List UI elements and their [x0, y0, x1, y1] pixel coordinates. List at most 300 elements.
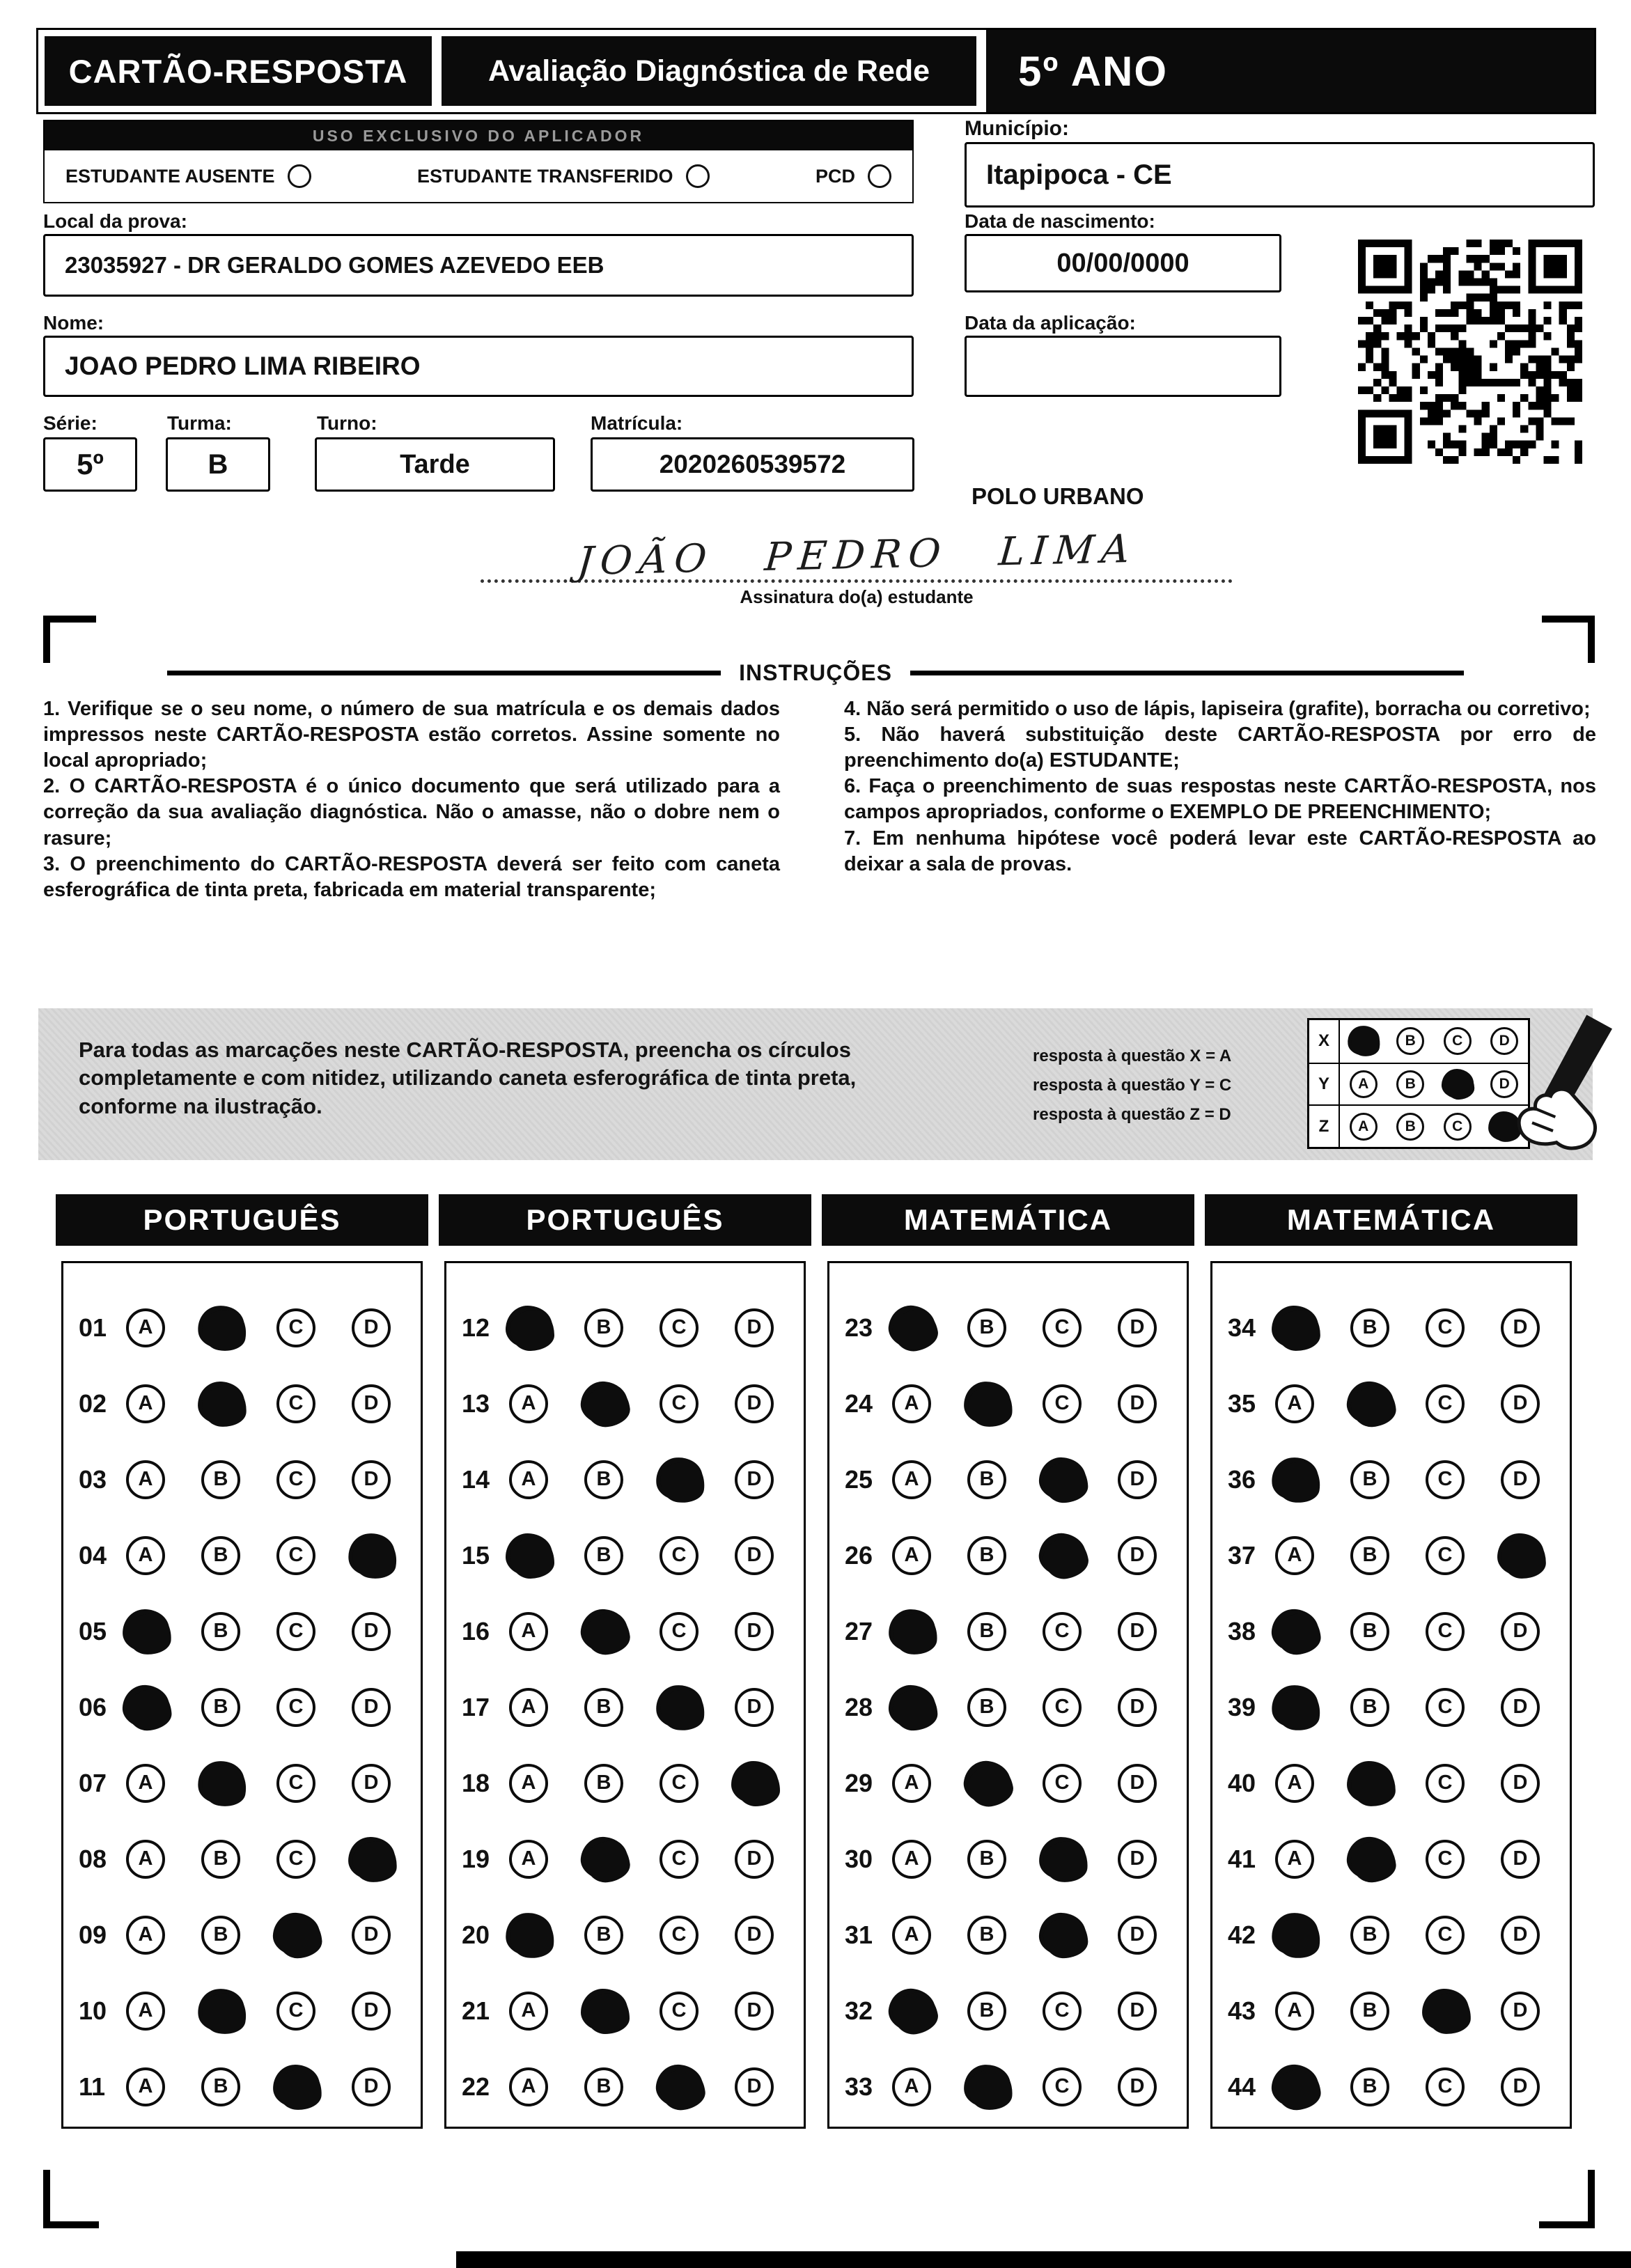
- example-bubble: C: [1444, 1113, 1472, 1141]
- example-row-label: Y: [1309, 1064, 1340, 1105]
- question-options: [126, 1384, 391, 1423]
- question-row: [845, 1745, 1187, 1821]
- example-cell: [1340, 1027, 1387, 1055]
- question-row: [79, 1745, 421, 1821]
- marked-bubble: [584, 1612, 623, 1651]
- bracket-top-left-icon: [43, 616, 96, 663]
- question-row: [462, 1441, 804, 1517]
- marked-bubble: [892, 1992, 931, 2031]
- answer-bubble: B: [201, 1536, 240, 1575]
- answer-bubble: C: [1426, 1308, 1465, 1347]
- answer-bubble: D: [1501, 1840, 1540, 1879]
- answer-bubble: D: [1501, 1916, 1540, 1955]
- instructions-title: INSTRUÇÕES: [739, 660, 892, 685]
- example-filled-bubble: [1350, 1027, 1378, 1055]
- question-number: 34: [1228, 1313, 1256, 1342]
- question-row: [1228, 1290, 1570, 1366]
- example-bubble: D: [1490, 1070, 1518, 1098]
- question-number: 17: [462, 1692, 490, 1721]
- answer-bubble: A: [126, 1384, 165, 1423]
- divider-line: [167, 671, 721, 675]
- question-row: [79, 1290, 421, 1366]
- nascimento-label: Data de nascimento:: [965, 210, 1155, 232]
- question-options: [126, 1916, 391, 1955]
- question-options: [892, 1384, 1157, 1423]
- instruction-item: 7. Em nenhuma hipótese você poderá levar este CARTÃO-RESPOSTA ao deixar a sala de provas.: [844, 827, 1596, 875]
- question-row: [1228, 1669, 1570, 1745]
- answer-block: [1205, 1194, 1577, 2129]
- marked-bubble: [1501, 1536, 1540, 1575]
- applicator-box: [43, 120, 914, 203]
- question-options: [892, 1916, 1157, 1955]
- answer-bubble: C: [660, 1384, 699, 1423]
- answer-bubble: A: [892, 2067, 931, 2106]
- example-bubble: B: [1396, 1113, 1424, 1141]
- card-title: CARTÃO-RESPOSTA: [45, 36, 432, 106]
- question-row: [845, 1821, 1187, 1897]
- answer-bubble: C: [660, 1612, 699, 1651]
- marked-bubble: [584, 1992, 623, 2031]
- marked-bubble: [660, 2067, 699, 2106]
- marked-bubble: [201, 1384, 240, 1423]
- question-number: 05: [79, 1616, 107, 1645]
- answer-block-body: [444, 1261, 806, 2129]
- marked-bubble: [1426, 1992, 1465, 2031]
- answer-bubble: C: [1426, 1840, 1465, 1879]
- answer-bubble: D: [735, 1308, 774, 1347]
- signature-handwriting: JOÃO PEDRO LIMA: [575, 526, 1139, 585]
- answer-bubble: D: [352, 1460, 391, 1499]
- turma-label: Turma:: [167, 412, 232, 434]
- exam-title: Avaliação Diagnóstica de Rede: [442, 36, 976, 106]
- answer-block: [822, 1194, 1194, 2129]
- marked-bubble: [660, 1688, 699, 1727]
- question-row: [79, 1441, 421, 1517]
- question-row: [79, 1669, 421, 1745]
- answer-bubble: D: [1118, 1916, 1157, 1955]
- answer-bubble: C: [1043, 1308, 1082, 1347]
- question-number: 20: [462, 1920, 490, 1949]
- marked-bubble: [1275, 1612, 1314, 1651]
- question-options: [892, 1308, 1157, 1347]
- answer-bubble: B: [967, 1612, 1006, 1651]
- answer-block-body: [827, 1261, 1189, 2129]
- marked-bubble: [509, 1536, 548, 1575]
- question-number: 22: [462, 2072, 490, 2101]
- question-number: 24: [845, 1389, 873, 1418]
- answer-bubble: D: [1501, 1460, 1540, 1499]
- example-row-label: X: [1309, 1020, 1340, 1063]
- question-row: [1228, 2049, 1570, 2125]
- marked-bubble: [201, 1992, 240, 2031]
- question-row: [462, 1973, 804, 2049]
- matricula-value-field: 2020260539572: [591, 437, 914, 492]
- question-options: [892, 1992, 1157, 2031]
- answer-bubble: C: [1426, 1460, 1465, 1499]
- answer-bubble: B: [584, 1308, 623, 1347]
- answer-bubble: D: [735, 1840, 774, 1879]
- example-cell: [1387, 1070, 1435, 1098]
- answer-bubble: C: [276, 1992, 315, 2031]
- question-row: [1228, 1821, 1570, 1897]
- question-options: [1275, 1460, 1540, 1499]
- question-number: 21: [462, 1996, 490, 2025]
- answer-bubble: A: [509, 1764, 548, 1803]
- question-number: 35: [1228, 1389, 1256, 1418]
- example-panel: [38, 1008, 1593, 1160]
- answer-bubble: B: [584, 1916, 623, 1955]
- answer-bubble: A: [126, 1764, 165, 1803]
- question-row: [1228, 1593, 1570, 1669]
- marked-bubble: [1043, 1840, 1082, 1879]
- marked-bubble: [1350, 1384, 1389, 1423]
- answer-bubble: C: [1043, 1384, 1082, 1423]
- question-options: [509, 1460, 774, 1499]
- answer-bubble: A: [892, 1460, 931, 1499]
- answer-bubble: B: [967, 1916, 1006, 1955]
- answer-bubble: D: [352, 1612, 391, 1651]
- question-number: 07: [79, 1768, 107, 1797]
- question-options: [1275, 1612, 1540, 1651]
- answer-bubble: B: [201, 1916, 240, 1955]
- answer-bubble: B: [201, 2067, 240, 2106]
- answer-block: [439, 1194, 811, 2129]
- answer-bubble: D: [1118, 1460, 1157, 1499]
- answer-section: [56, 1194, 1578, 2129]
- nome-label: Nome:: [43, 312, 104, 334]
- question-row: [1228, 1441, 1570, 1517]
- answer-bubble: D: [1118, 1612, 1157, 1651]
- example-cell: [1387, 1027, 1435, 1055]
- example-bubble: B: [1396, 1027, 1424, 1055]
- instruction-item: 4. Não será permitido o uso de lápis, lapiseira (grafite), borracha ou corretivo;: [844, 698, 1591, 720]
- example-cell: [1340, 1113, 1387, 1141]
- question-options: [509, 1916, 774, 1955]
- answer-bubble: A: [1275, 1840, 1314, 1879]
- answer-bubble: D: [1118, 1992, 1157, 2031]
- answer-bubble: C: [1043, 1688, 1082, 1727]
- instructions-left: [43, 696, 780, 903]
- answer-bubble: A: [126, 1840, 165, 1879]
- answer-bubble: B: [584, 1460, 623, 1499]
- signature-caption: Assinatura do(a) estudante: [740, 586, 974, 607]
- answer-bubble: C: [1426, 1764, 1465, 1803]
- answer-bubble: A: [509, 2067, 548, 2106]
- answer-bubble: A: [892, 1764, 931, 1803]
- marked-bubble: [126, 1688, 165, 1727]
- answer-bubble: D: [1501, 1764, 1540, 1803]
- question-options: [509, 1384, 774, 1423]
- answer-bubble: B: [1350, 2067, 1389, 2106]
- answer-bubble: C: [276, 1536, 315, 1575]
- question-row: [462, 1593, 804, 1669]
- question-options: [1275, 1384, 1540, 1423]
- answer-bubble: D: [1118, 1308, 1157, 1347]
- matricula-label: Matrícula:: [591, 412, 683, 434]
- answer-bubble: B: [1350, 1612, 1389, 1651]
- answer-bubble: D: [735, 1460, 774, 1499]
- example-cell: [1387, 1113, 1435, 1141]
- answer-bubble: D: [352, 1764, 391, 1803]
- applicator-option: [816, 164, 891, 188]
- municipio-value-field: Itapipoca - CE: [965, 142, 1595, 208]
- polo-label: POLO URBANO: [971, 483, 1144, 509]
- answer-bubble: D: [352, 1916, 391, 1955]
- marked-bubble: [126, 1612, 165, 1651]
- marked-bubble: [276, 2067, 315, 2106]
- question-number: 10: [79, 1996, 107, 2025]
- question-number: 11: [79, 2072, 106, 2101]
- question-row: [845, 1897, 1187, 1973]
- answer-bubble: D: [1501, 1992, 1540, 2031]
- signature-line: [481, 526, 1233, 583]
- question-number: 41: [1228, 1844, 1256, 1873]
- question-options: [126, 1688, 391, 1727]
- question-options: [892, 1612, 1157, 1651]
- answer-bubble: B: [584, 1688, 623, 1727]
- divider-line: [910, 671, 1464, 675]
- question-row: [845, 1441, 1187, 1517]
- answer-bubble: A: [892, 1840, 931, 1879]
- answer-bubble: C: [660, 1992, 699, 2031]
- answer-block-title: MATEMÁTICA: [1205, 1194, 1577, 1246]
- applicator-option-label: ESTUDANTE TRANSFERIDO: [417, 165, 673, 187]
- applicator-option: [417, 164, 710, 188]
- question-number: 15: [462, 1540, 490, 1570]
- answer-bubble: D: [352, 2067, 391, 2106]
- answer-bubble: D: [1501, 1308, 1540, 1347]
- marked-bubble: [967, 1764, 1006, 1803]
- question-row: [462, 1517, 804, 1593]
- answer-bubble: C: [1426, 1612, 1465, 1651]
- question-number: 14: [462, 1464, 490, 1494]
- question-number: 27: [845, 1616, 873, 1645]
- answer-block-body: [61, 1261, 423, 2129]
- question-row: [79, 1973, 421, 2049]
- answer-bubble: C: [1043, 2067, 1082, 2106]
- marked-bubble: [967, 2067, 1006, 2106]
- question-options: [892, 1460, 1157, 1499]
- question-options: [126, 1536, 391, 1575]
- marked-bubble: [352, 1840, 391, 1879]
- answer-bubble: B: [967, 1688, 1006, 1727]
- answer-bubble: A: [509, 1688, 548, 1727]
- question-options: [892, 1688, 1157, 1727]
- answer-block-title: PORTUGUÊS: [439, 1194, 811, 1246]
- answer-bubble: C: [1043, 1612, 1082, 1651]
- example-legend: [1033, 1042, 1231, 1129]
- marked-bubble: [1043, 1460, 1082, 1499]
- answer-bubble: A: [509, 1384, 548, 1423]
- question-options: [1275, 1536, 1540, 1575]
- question-row: [845, 1973, 1187, 2049]
- question-number: 32: [845, 1996, 873, 2025]
- answer-bubble: B: [201, 1688, 240, 1727]
- question-number: 19: [462, 1844, 490, 1873]
- answer-bubble: B: [967, 1840, 1006, 1879]
- question-row: [845, 1593, 1187, 1669]
- question-number: 23: [845, 1313, 873, 1342]
- example-cell: [1340, 1070, 1387, 1098]
- question-row: [462, 2049, 804, 2125]
- answer-bubble: C: [660, 1840, 699, 1879]
- answer-bubble: D: [1118, 1840, 1157, 1879]
- marked-bubble: [1275, 1460, 1314, 1499]
- example-bubble: A: [1350, 1070, 1378, 1098]
- hand-pen-icon: [1472, 1012, 1631, 1152]
- question-row: [462, 1366, 804, 1441]
- applicator-option-label: ESTUDANTE AUSENTE: [65, 165, 275, 187]
- applicator-option-bubble: [288, 164, 311, 188]
- question-options: [1275, 1688, 1540, 1727]
- answer-bubble: A: [126, 1992, 165, 2031]
- question-number: 43: [1228, 1996, 1256, 2025]
- applicator-option: [65, 164, 311, 188]
- turno-label: Turno:: [317, 412, 377, 434]
- answer-bubble: D: [735, 2067, 774, 2106]
- answer-bubble: D: [1118, 1536, 1157, 1575]
- answer-block-body: [1210, 1261, 1572, 2129]
- instruction-item: 1. Verifique se o seu nome, o número de sua matrícula e os demais dados impressos neste CARTÃO-RESPOSTA estão corretos. Assine somente no local apropriado;: [43, 698, 780, 772]
- marked-bubble: [1350, 1840, 1389, 1879]
- answer-bubble: C: [1426, 1916, 1465, 1955]
- answer-bubble: C: [1043, 1992, 1082, 2031]
- answer-bubble: C: [660, 1764, 699, 1803]
- question-row: [845, 1366, 1187, 1441]
- bracket-top-right-icon: [1542, 616, 1595, 663]
- example-bubble: A: [1350, 1113, 1378, 1141]
- example-legend-line: resposta à questão X = A: [1033, 1047, 1232, 1065]
- bottom-timing-bar: [456, 2251, 1631, 2268]
- question-number: 33: [845, 2072, 873, 2101]
- answer-bubble: B: [967, 1992, 1006, 2031]
- answer-bubble: C: [660, 1916, 699, 1955]
- question-number: 29: [845, 1768, 873, 1797]
- example-row-label: Z: [1309, 1106, 1340, 1147]
- question-number: 06: [79, 1692, 107, 1721]
- turno-value-field: Tarde: [315, 437, 555, 492]
- answer-bubble: B: [967, 1536, 1006, 1575]
- question-options: [126, 1992, 391, 2031]
- question-row: [79, 1366, 421, 1441]
- instructions-header: [167, 660, 1464, 686]
- answer-bubble: B: [1350, 1916, 1389, 1955]
- answer-bubble: B: [1350, 1460, 1389, 1499]
- question-number: 28: [845, 1692, 873, 1721]
- instruction-item: 5. Não haverá substituição deste CARTÃO-RESPOSTA por erro de preenchimento do(a) ESTUDANTE;: [844, 724, 1596, 772]
- grade-label: 5º ANO: [986, 30, 1594, 112]
- question-row: [845, 2049, 1187, 2125]
- answer-bubble: B: [584, 1764, 623, 1803]
- applicator-option-label: PCD: [815, 165, 855, 187]
- answer-bubble: D: [1118, 1764, 1157, 1803]
- answer-bubble: A: [126, 1308, 165, 1347]
- local-label: Local da prova:: [43, 210, 187, 232]
- marked-bubble: [509, 1916, 548, 1955]
- question-number: 30: [845, 1844, 873, 1873]
- answer-bubble: C: [276, 1764, 315, 1803]
- marked-bubble: [276, 1916, 315, 1955]
- answer-bubble: C: [276, 1384, 315, 1423]
- question-row: [1228, 1973, 1570, 2049]
- question-options: [509, 1308, 774, 1347]
- instruction-item: 6. Faça o preenchimento de suas respostas neste CARTÃO-RESPOSTA, nos campos apropriados, conforme o EXEMPLO DE PREENCHIMENTO;: [844, 775, 1596, 824]
- question-options: [126, 1460, 391, 1499]
- answer-bubble: D: [735, 1992, 774, 2031]
- answer-bubble: B: [1350, 1992, 1389, 2031]
- answer-bubble: B: [1350, 1536, 1389, 1575]
- question-row: [462, 1290, 804, 1366]
- question-number: 09: [79, 1920, 107, 1949]
- answer-bubble: B: [584, 2067, 623, 2106]
- turma-value-field: B: [166, 437, 270, 492]
- answer-bubble: D: [352, 1688, 391, 1727]
- question-options: [509, 1992, 774, 2031]
- question-number: 13: [462, 1389, 490, 1418]
- aplicacao-value-field: [965, 336, 1281, 397]
- question-number: 36: [1228, 1464, 1256, 1494]
- question-options: [892, 1840, 1157, 1879]
- answer-bubble: B: [1350, 1308, 1389, 1347]
- marked-bubble: [1350, 1764, 1389, 1803]
- question-number: 42: [1228, 1920, 1256, 1949]
- question-options: [1275, 2067, 1540, 2106]
- question-number: 16: [462, 1616, 490, 1645]
- instruction-item: 3. O preenchimento do CARTÃO-RESPOSTA deverá ser feito com caneta esferográfica de tinta preta, fabricada em material transparente;: [43, 852, 780, 901]
- answer-block-title: PORTUGUÊS: [56, 1194, 428, 1246]
- answer-bubble: D: [735, 1536, 774, 1575]
- question-number: 12: [462, 1313, 490, 1342]
- question-options: [892, 2067, 1157, 2106]
- answer-bubble: B: [967, 1308, 1006, 1347]
- question-options: [892, 1764, 1157, 1803]
- municipio-label: Município:: [965, 117, 1069, 140]
- answer-bubble: D: [735, 1612, 774, 1651]
- marked-bubble: [967, 1384, 1006, 1423]
- marked-bubble: [1275, 1688, 1314, 1727]
- aplicacao-label: Data da aplicação:: [965, 312, 1136, 334]
- answer-bubble: D: [735, 1916, 774, 1955]
- example-bubble: B: [1396, 1070, 1424, 1098]
- question-row: [462, 1745, 804, 1821]
- marked-bubble: [584, 1840, 623, 1879]
- answer-bubble: A: [509, 1612, 548, 1651]
- example-bubble: D: [1490, 1027, 1518, 1055]
- marked-bubble: [201, 1764, 240, 1803]
- question-options: [1275, 1992, 1540, 2031]
- question-row: [845, 1290, 1187, 1366]
- marked-bubble: [509, 1308, 548, 1347]
- answer-bubble: C: [660, 1308, 699, 1347]
- answer-bubble: C: [1426, 1384, 1465, 1423]
- answer-bubble: B: [201, 1612, 240, 1651]
- header: [36, 28, 1596, 114]
- marked-bubble: [660, 1460, 699, 1499]
- question-options: [1275, 1764, 1540, 1803]
- question-options: [126, 1308, 391, 1347]
- marked-bubble: [892, 1308, 931, 1347]
- serie-label: Série:: [43, 412, 97, 434]
- question-number: 38: [1228, 1616, 1256, 1645]
- answer-bubble: B: [967, 1460, 1006, 1499]
- answer-bubble: D: [735, 1384, 774, 1423]
- question-row: [79, 2049, 421, 2125]
- question-row: [845, 1669, 1187, 1745]
- answer-bubble: A: [892, 1536, 931, 1575]
- bracket-bottom-right-icon: [1539, 2170, 1595, 2228]
- answer-bubble: C: [276, 1460, 315, 1499]
- answer-bubble: A: [1275, 1536, 1314, 1575]
